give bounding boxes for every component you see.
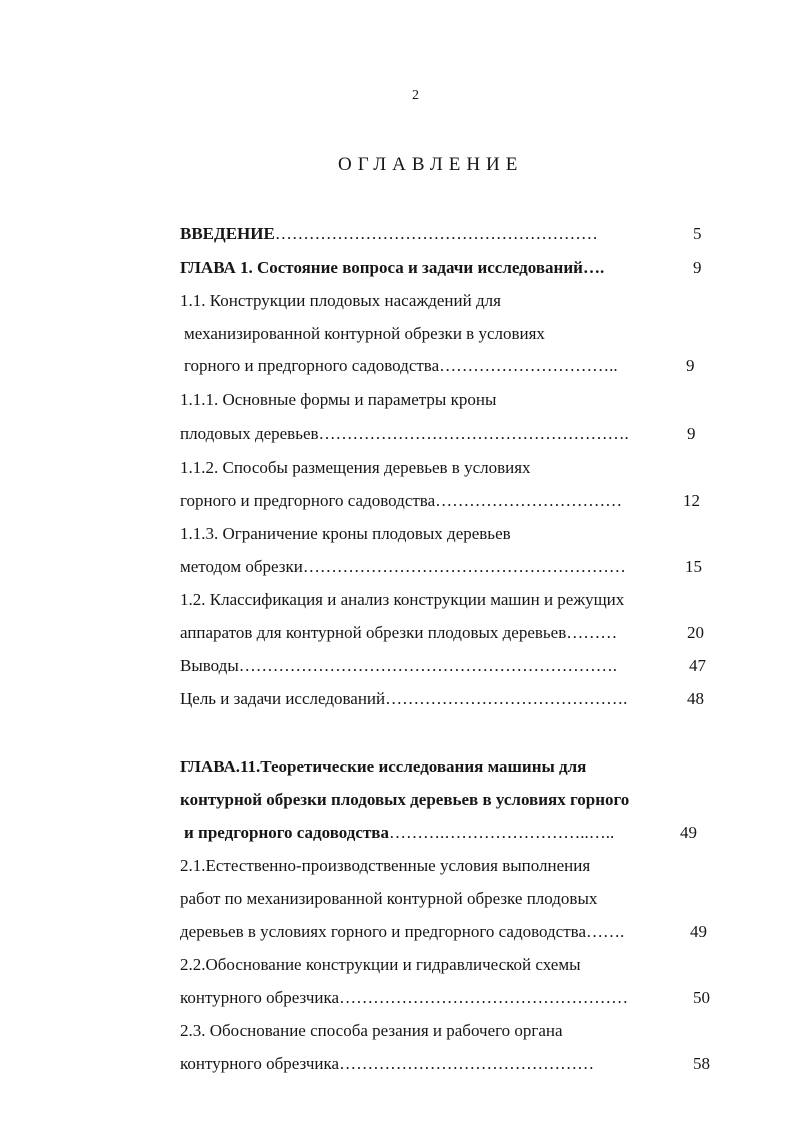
toc-entry-text: ВВЕДЕНИЕ — [180, 224, 275, 243]
toc-leader: ……………………………………… — [339, 1054, 595, 1073]
toc-entry-2-2-line2 — [180, 988, 710, 1008]
toc-entry-2-1-line3 — [180, 922, 707, 942]
toc-entry-text: 1.1.2. Способы размещения деревьев в условиях — [180, 458, 531, 477]
toc-entry-2-1-line2 — [180, 889, 597, 909]
toc-entry-conclusions — [180, 656, 706, 676]
toc-entry-text: контурного обрезчика — [180, 1054, 340, 1073]
toc-page-number: 48 — [687, 689, 704, 708]
toc-entry-text: и предгорного садоводства — [184, 823, 389, 842]
toc-entry-2-3-line2 — [180, 1054, 710, 1074]
toc-leader: ……………………………………. — [385, 689, 628, 708]
toc-leader: ………………………………………………… — [274, 224, 598, 243]
toc-leader: ……… — [566, 623, 618, 642]
toc-page-number: 9 — [687, 424, 696, 443]
toc-page-number: 49 — [680, 823, 697, 842]
toc-entry-text: горного и предгорного садоводства — [184, 356, 440, 375]
toc-entry-1-1-line2 — [184, 324, 545, 344]
toc-entry-text: механизированной контурной обрезки в условиях — [184, 324, 545, 343]
toc-page-number: 9 — [686, 356, 695, 375]
toc-entry-text: Выводы — [180, 656, 239, 675]
toc-entry-text: 1.2. Классификация и анализ конструкции машин и режущих — [180, 590, 625, 609]
page-number: 2 — [412, 88, 419, 103]
toc-page-number: 15 — [685, 557, 702, 576]
toc-entry-1-2-line2 — [180, 623, 704, 643]
toc-page-number: 49 — [690, 922, 707, 941]
toc-entry-chapter-2-line3 — [184, 823, 697, 843]
toc-entry-text: 2.3. Обоснование способа резания и рабочего органа — [180, 1021, 563, 1040]
toc-leader: …. — [582, 258, 605, 277]
toc-entry-1-1-1-line2 — [180, 424, 696, 444]
toc-leader: ………………………….. — [439, 356, 618, 375]
toc-page-number: 9 — [693, 258, 702, 277]
toc-entry-text: 2.2.Обоснование конструкции и гидравлической схемы — [180, 955, 581, 974]
toc-leader: ………………………………………………… — [302, 557, 626, 576]
toc-entry-1-2-line1 — [180, 590, 624, 610]
toc-entry-2-2-line1 — [180, 955, 581, 975]
toc-entry-text: деревьев в условиях горного и предгорного садоводства — [180, 922, 586, 941]
toc-page-number: 20 — [687, 623, 704, 642]
toc-title: ОГЛАВЛЕНИЕ — [338, 154, 524, 175]
toc-leader: ………………………………………………. — [318, 424, 629, 443]
toc-entry-2-1-line1 — [180, 856, 590, 876]
toc-entry-introduction — [180, 224, 702, 244]
toc-leader: …………………………………………………………. — [238, 656, 618, 675]
toc-entry-2-3-line1 — [180, 1021, 563, 1041]
toc-page-number: 58 — [693, 1054, 710, 1073]
toc-entry-text: ГЛАВА.11.Теоретические исследования машины для — [180, 757, 587, 776]
toc-entry-1-1-3-line2 — [180, 557, 702, 577]
toc-entry-1-1-line3 — [184, 356, 695, 376]
toc-page-number: 12 — [683, 491, 700, 510]
toc-leader: …………………………… — [435, 491, 623, 510]
toc-entry-goals — [180, 689, 704, 709]
toc-entry-chapter-2-line1 — [180, 757, 586, 777]
toc-entry-text: контурной обрезки плодовых деревьев в условиях горного — [180, 790, 630, 809]
toc-entry-text: 1.1. Конструкции плодовых насаждений для — [180, 291, 501, 310]
toc-entry-text: работ по механизированной контурной обрезке плодовых — [180, 889, 598, 908]
toc-entry-text: 1.1.1. Основные формы и параметры кроны — [180, 390, 497, 409]
toc-entry-text: методом обрезки — [180, 557, 303, 576]
toc-leader: …………………………………………… — [339, 988, 629, 1007]
toc-entry-chapter-2-line2 — [180, 790, 629, 810]
toc-leader: ……. — [586, 922, 625, 941]
toc-entry-1-1-2-line1 — [180, 458, 531, 478]
toc-entry-text: горного и предгорного садоводства — [180, 491, 436, 510]
toc-entry-text: плодовых деревьев — [180, 424, 319, 443]
toc-entry-1-1-1-line1 — [180, 390, 496, 410]
toc-entry-text: Цель и задачи исследований — [180, 689, 386, 708]
toc-entry-text: 2.1.Естественно-производственные условия выполнения — [180, 856, 591, 875]
toc-page-number: 47 — [689, 656, 706, 675]
toc-entry-text: аппаратов для контурной обрезки плодовых деревьев — [180, 623, 567, 642]
toc-entry-text: 1.1.3. Ограничение кроны плодовых деревьев — [180, 524, 511, 543]
toc-entry-1-1-2-line2 — [180, 491, 700, 511]
toc-page-number: 5 — [693, 224, 702, 243]
toc-entry-chapter-1 — [180, 258, 702, 278]
toc-entry-1-1-line1 — [180, 291, 501, 311]
toc-entry-1-1-3-line1 — [180, 524, 511, 544]
toc-entry-text: ГЛАВА 1. Состояние вопроса и задачи исследований — [180, 258, 583, 277]
toc-leader: ……….……………………..….. — [389, 823, 615, 842]
toc-entry-text: контурного обрезчика — [180, 988, 340, 1007]
toc-page-number: 50 — [693, 988, 710, 1007]
